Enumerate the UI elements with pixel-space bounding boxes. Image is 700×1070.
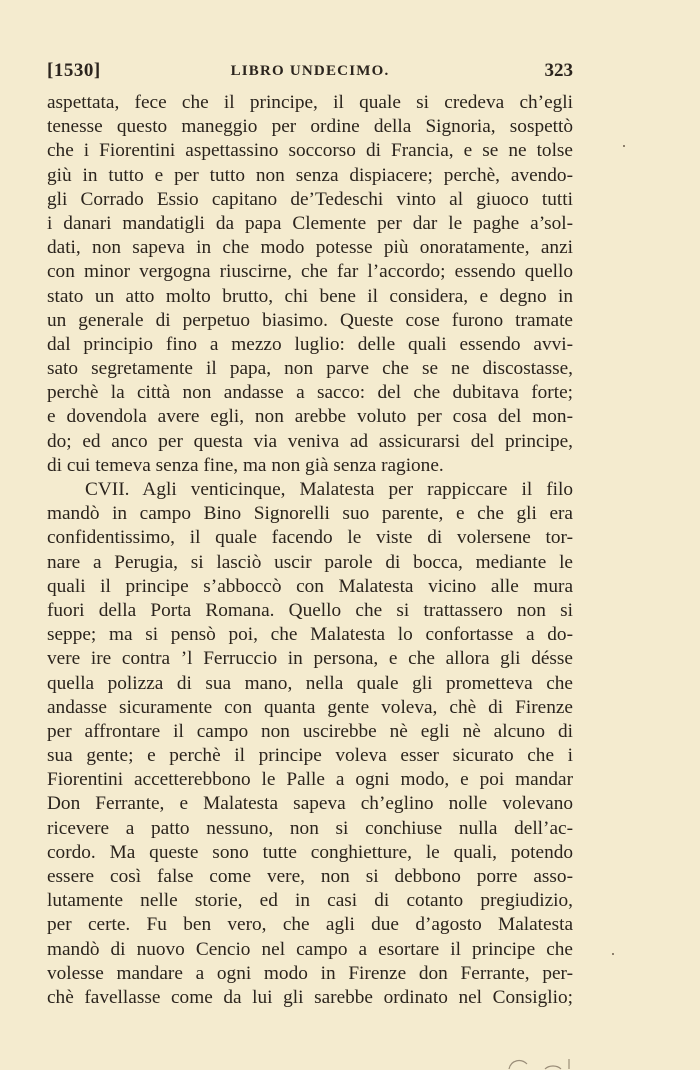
text-line: Don Ferrante, e Malatesta sapeva ch’eglino nolle volevano <box>47 793 573 815</box>
text-line: gli Corrado Essio capitano de’Tedeschi vinto al giuoco tutti <box>47 188 573 210</box>
running-header <box>47 60 573 84</box>
text-line: mandò di nuovo Cencio nel campo a esortare il principe che <box>47 938 573 960</box>
text-line: un generale di perpetuo biasimo. Queste cose furono tramate <box>47 309 573 331</box>
header-year: [1530] <box>47 60 101 81</box>
text-line: sua gente; e perchè il principe voleva esser sicurato che i <box>47 745 573 767</box>
text-line: fuori della Porta Romana. Quello che si trattassero non si <box>47 599 573 621</box>
text-line: mandò in campo Bino Signorelli suo parente, e che gli era <box>47 503 573 525</box>
text-line: dati, non sapeva in che modo potesse più onoratamente, anzi <box>47 237 573 259</box>
text-line: lutamente nelle storie, ed in casi di cotanto pregiudizio, <box>47 890 573 912</box>
page-number: 323 <box>544 60 573 81</box>
text-line: sato segretamente il papa, non parve che se ne discostasse, <box>47 358 573 380</box>
text-line: Fiorentini accetterebbono le Palle a ogni modo, e poi mandar <box>47 769 573 791</box>
text-line: perchè la città non andasse a sacco: del che dubitava forte; <box>47 382 573 404</box>
text-line: aspettata, fece che il principe, il quale si credeva ch’egli <box>47 92 573 113</box>
text-line: andasse sicuramente con quanta gente voleva, chè di Firenze <box>47 696 573 718</box>
watermark-fragment <box>505 1056 575 1070</box>
text-line: confidentissimo, il quale facendo le viste di volersene tor- <box>47 527 573 549</box>
text-line: essere così false come vere, non si debbono porre asso- <box>47 866 573 887</box>
text-line: quali il principe s’abboccò con Malatesta vicino alle mura <box>47 575 573 597</box>
header-title: LIBRO UNDECIMO. <box>230 63 390 79</box>
text-line: ricevere a patto nessuno, non si conchiuse nulla dell’ac- <box>47 817 573 839</box>
text-line: per certe. Fu ben vero, che agli due d’agosto Malatesta <box>47 914 573 936</box>
section-start-line: CVII. Agli venticinque, Malatesta per rappiccare il filo <box>85 479 573 500</box>
scan-speck <box>612 953 614 955</box>
text-line: chè favellasse come da lui gli sarebbe ordinato nel Consiglio; <box>47 986 573 1008</box>
text-line: tenesse questo maneggio per ordine della Signoria, sospettò <box>47 116 573 138</box>
text-line: stato un atto molto brutto, chi bene il considera, e degno in <box>47 285 573 307</box>
text-line: con minor vergogna riuscirne, che far l’accordo; essendo quello <box>47 261 573 283</box>
text-line: cordo. Ma queste sono tutte conghietture, le quali, potendo <box>47 841 573 863</box>
paragraph-end-line: di cui temeva senza fine, ma non già senza ragione. <box>47 454 444 476</box>
text-line: quella polizza di sua mano, nella quale gli prometteva che <box>47 672 573 694</box>
text-line: e dovendola avere egli, non arebbe voluto per cosa del mon- <box>47 406 573 428</box>
text-line: per affrontare il campo non uscirebbe nè egli nè alcuno di <box>47 720 573 742</box>
text-line: giù in tutto e per tutto non senza dispiacere; perchè, avendo- <box>47 164 573 186</box>
text-line: che i Fiorentini aspettassino soccorso di Francia, e se ne tolse <box>47 140 573 162</box>
scan-speck <box>623 145 625 147</box>
body-text <box>47 91 573 1010</box>
text-line: nare a Perugia, si lasciò uscir parole di bocca, mediante le <box>47 551 573 573</box>
text-line: i danari mandatigli da papa Clemente per dar le paghe a’sol- <box>47 212 573 234</box>
text-line: do; ed anco per questa via veniva ad assicurarsi del principe, <box>47 430 573 452</box>
text-line: dal principio fino a mezzo luglio: delle quali essendo avvi- <box>47 333 573 355</box>
text-line: seppe; ma si pensò poi, che Malatesta lo confortasse a do- <box>47 624 573 646</box>
text-line: vere ire contra ’l Ferruccio in persona, e che allora gli désse <box>47 648 573 670</box>
text-line: volesse mandare a ogni modo in Firenze don Ferrante, per- <box>47 962 573 984</box>
